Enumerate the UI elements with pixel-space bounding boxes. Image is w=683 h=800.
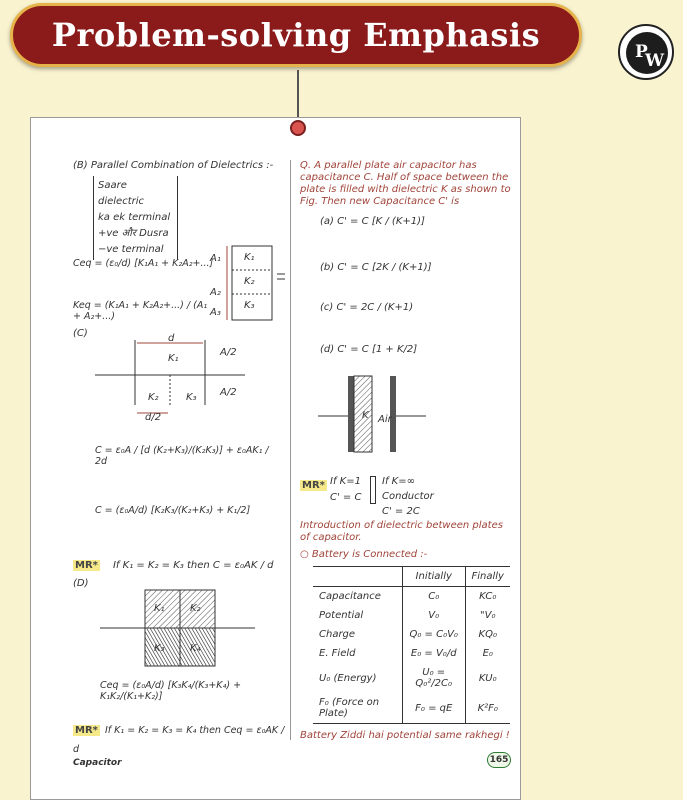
banner-title: Problem-solving Emphasis (51, 16, 541, 54)
c-label-d2: d/2 (145, 412, 162, 423)
table-row (313, 644, 510, 663)
mr1-tag: MR* (75, 560, 98, 571)
table-cell: C₀ (402, 587, 465, 607)
pw-logo-text: PW (625, 16, 653, 35)
pin-icon (290, 120, 306, 136)
table-cell: "V₀ (465, 606, 510, 625)
fig-label-air: Air (378, 414, 392, 425)
table-header-blank (313, 567, 402, 587)
mr1 (73, 553, 274, 572)
mr1-text: If K₁ = K₂ = K₃ then C = ε₀AK / d (112, 560, 274, 571)
banner (10, 3, 582, 67)
c-label-a2-bot: A/2 (220, 387, 237, 398)
area-a1: A₁ (210, 253, 221, 264)
table-cell: Q₀ = C₀V₀ (402, 625, 465, 644)
table-row (313, 587, 510, 607)
table-cell: F₀ = qE (402, 693, 465, 723)
note-line-2: ka ek terminal (98, 212, 171, 223)
table-row (313, 625, 510, 644)
table-row (313, 606, 510, 625)
d-label-k1: K₁ (154, 603, 165, 614)
note-line-3: +ve और Dusra (98, 228, 169, 239)
table-cell: K²F₀ (465, 693, 510, 723)
table-header-initially: Initially (402, 567, 465, 587)
table-cell: E₀ = V₀/d (402, 644, 465, 663)
pw-logo-icon (625, 16, 669, 75)
area-a3: A₃ (210, 307, 221, 318)
mr-right-line-1: If K=∞ (382, 476, 415, 487)
table-cell: Capacitance (319, 591, 381, 602)
table-cell: U₀ (Energy) (319, 672, 377, 684)
table-cell: E₀ (465, 644, 510, 663)
d-label-k2: K₂ (190, 603, 201, 614)
table-cell: U₀ = Q₀²/2C₀ (402, 663, 465, 693)
stack-k3: K₃ (244, 300, 255, 311)
mr2 (73, 718, 288, 756)
pw-logo-p: P (635, 42, 648, 62)
mr-right-line-2: Conductor (382, 491, 434, 502)
table-cell: KC₀ (465, 587, 510, 607)
option-d: (d) C' = C [1 + K/2] (320, 344, 418, 355)
option-a: (a) C' = C [K / (K+1)] (320, 216, 425, 227)
table-cell: V₀ (402, 606, 465, 625)
table-cell: F₀ (Force on Plate) (319, 697, 380, 719)
option-c: (c) C' = 2C / (K+1) (320, 302, 414, 313)
c-formula-1: C = ε₀A / [d (K₂+K₃)/(K₂K₃)] + ε₀AK₁ / 2d (95, 445, 269, 467)
note-line-1: Saare dielectric (98, 180, 145, 207)
pw-logo (618, 16, 674, 80)
mr-right-block (382, 474, 434, 519)
connector-line (297, 70, 299, 120)
page-number: 165 (487, 752, 511, 768)
section-b-heading: (B) Parallel Combination of Dielectrics :- (73, 160, 274, 171)
keq-formula: Keq = (K₁A₁ + K₂A₂+...) / (A₁ + A₂+...) (73, 300, 208, 322)
section-d-diagram (100, 590, 260, 670)
table-cell: E. Field (319, 648, 356, 659)
capacitor-figure (318, 372, 428, 452)
stack-k2: K₂ (244, 276, 255, 287)
d-label-k3: K₃ (154, 643, 165, 654)
area-a2: A₂ (210, 287, 221, 298)
battery-heading: ○ Battery is Connected :- (300, 549, 428, 560)
c-label-a2-top: A/2 (220, 347, 237, 358)
note-line-4: −ve terminal (98, 244, 164, 255)
table-cell: KU₀ (465, 663, 510, 693)
c-label-k2: K₂ (148, 392, 159, 403)
section-d-heading: (D) (73, 578, 89, 589)
section-c-heading: (C) (73, 328, 88, 339)
d-label-k4: K₄ (190, 643, 201, 654)
ceq-formula: Ceq = (ε₀/d) [K₁A₁ + K₂A₂+...] (73, 258, 214, 269)
table-cell: Charge (319, 629, 356, 640)
table-header-finally: Finally (465, 567, 510, 587)
table-row (313, 693, 510, 723)
right-mr-tag-text: MR* (302, 480, 325, 491)
c-label-k3: K₃ (186, 392, 197, 403)
table-row (313, 663, 510, 693)
table-cell: KQ₀ (465, 625, 510, 644)
intro-text: Introduction of dielectric between plates of capacitor. (300, 520, 503, 543)
c-label-k1: K₁ (168, 353, 179, 364)
mr-left-line-1: If K=1 (330, 476, 361, 487)
column-divider (290, 160, 291, 740)
stack-k1: K₁ (244, 252, 255, 263)
closing-text: Battery Ziddi hai potential same rakhegi ! (300, 730, 510, 741)
c-label-d: d (168, 333, 175, 344)
c-formula-2: C = (ε₀A/d) [K₂K₃/(K₂+K₃) + K₁/2] (95, 505, 251, 516)
mr2-text: If K₁ = K₂ = K₃ = K₄ then Ceq = ε₀AK / d (73, 725, 285, 755)
comparison-table (313, 566, 510, 724)
question-text: Q. A parallel plate air capacitor has capacitance C. Half of space between the plate is filled with dielectric K as shown to Fig. Then new Capacitance C' is (300, 160, 511, 207)
mr-bracket (370, 476, 376, 504)
option-b: (b) C' = C [2K / (K+1)] (320, 262, 432, 273)
right-mr-tag (300, 473, 327, 492)
note-box (93, 176, 178, 260)
footer-label: Capacitor (73, 758, 122, 768)
mr-right-line-3: C' = 2C (382, 506, 420, 517)
mr-left-block (330, 474, 361, 506)
fig-label-k: K (362, 410, 369, 421)
pw-logo-w: W (645, 51, 665, 71)
mr-left-line-2: C' = C (330, 492, 362, 503)
table-cell: Potential (319, 610, 364, 621)
mr2-tag: MR* (75, 725, 98, 736)
d-formula: Ceq = (ε₀A/d) [K₃K₄/(K₃+K₄) + K₁K₂/(K₁+K₂)] (100, 680, 242, 702)
